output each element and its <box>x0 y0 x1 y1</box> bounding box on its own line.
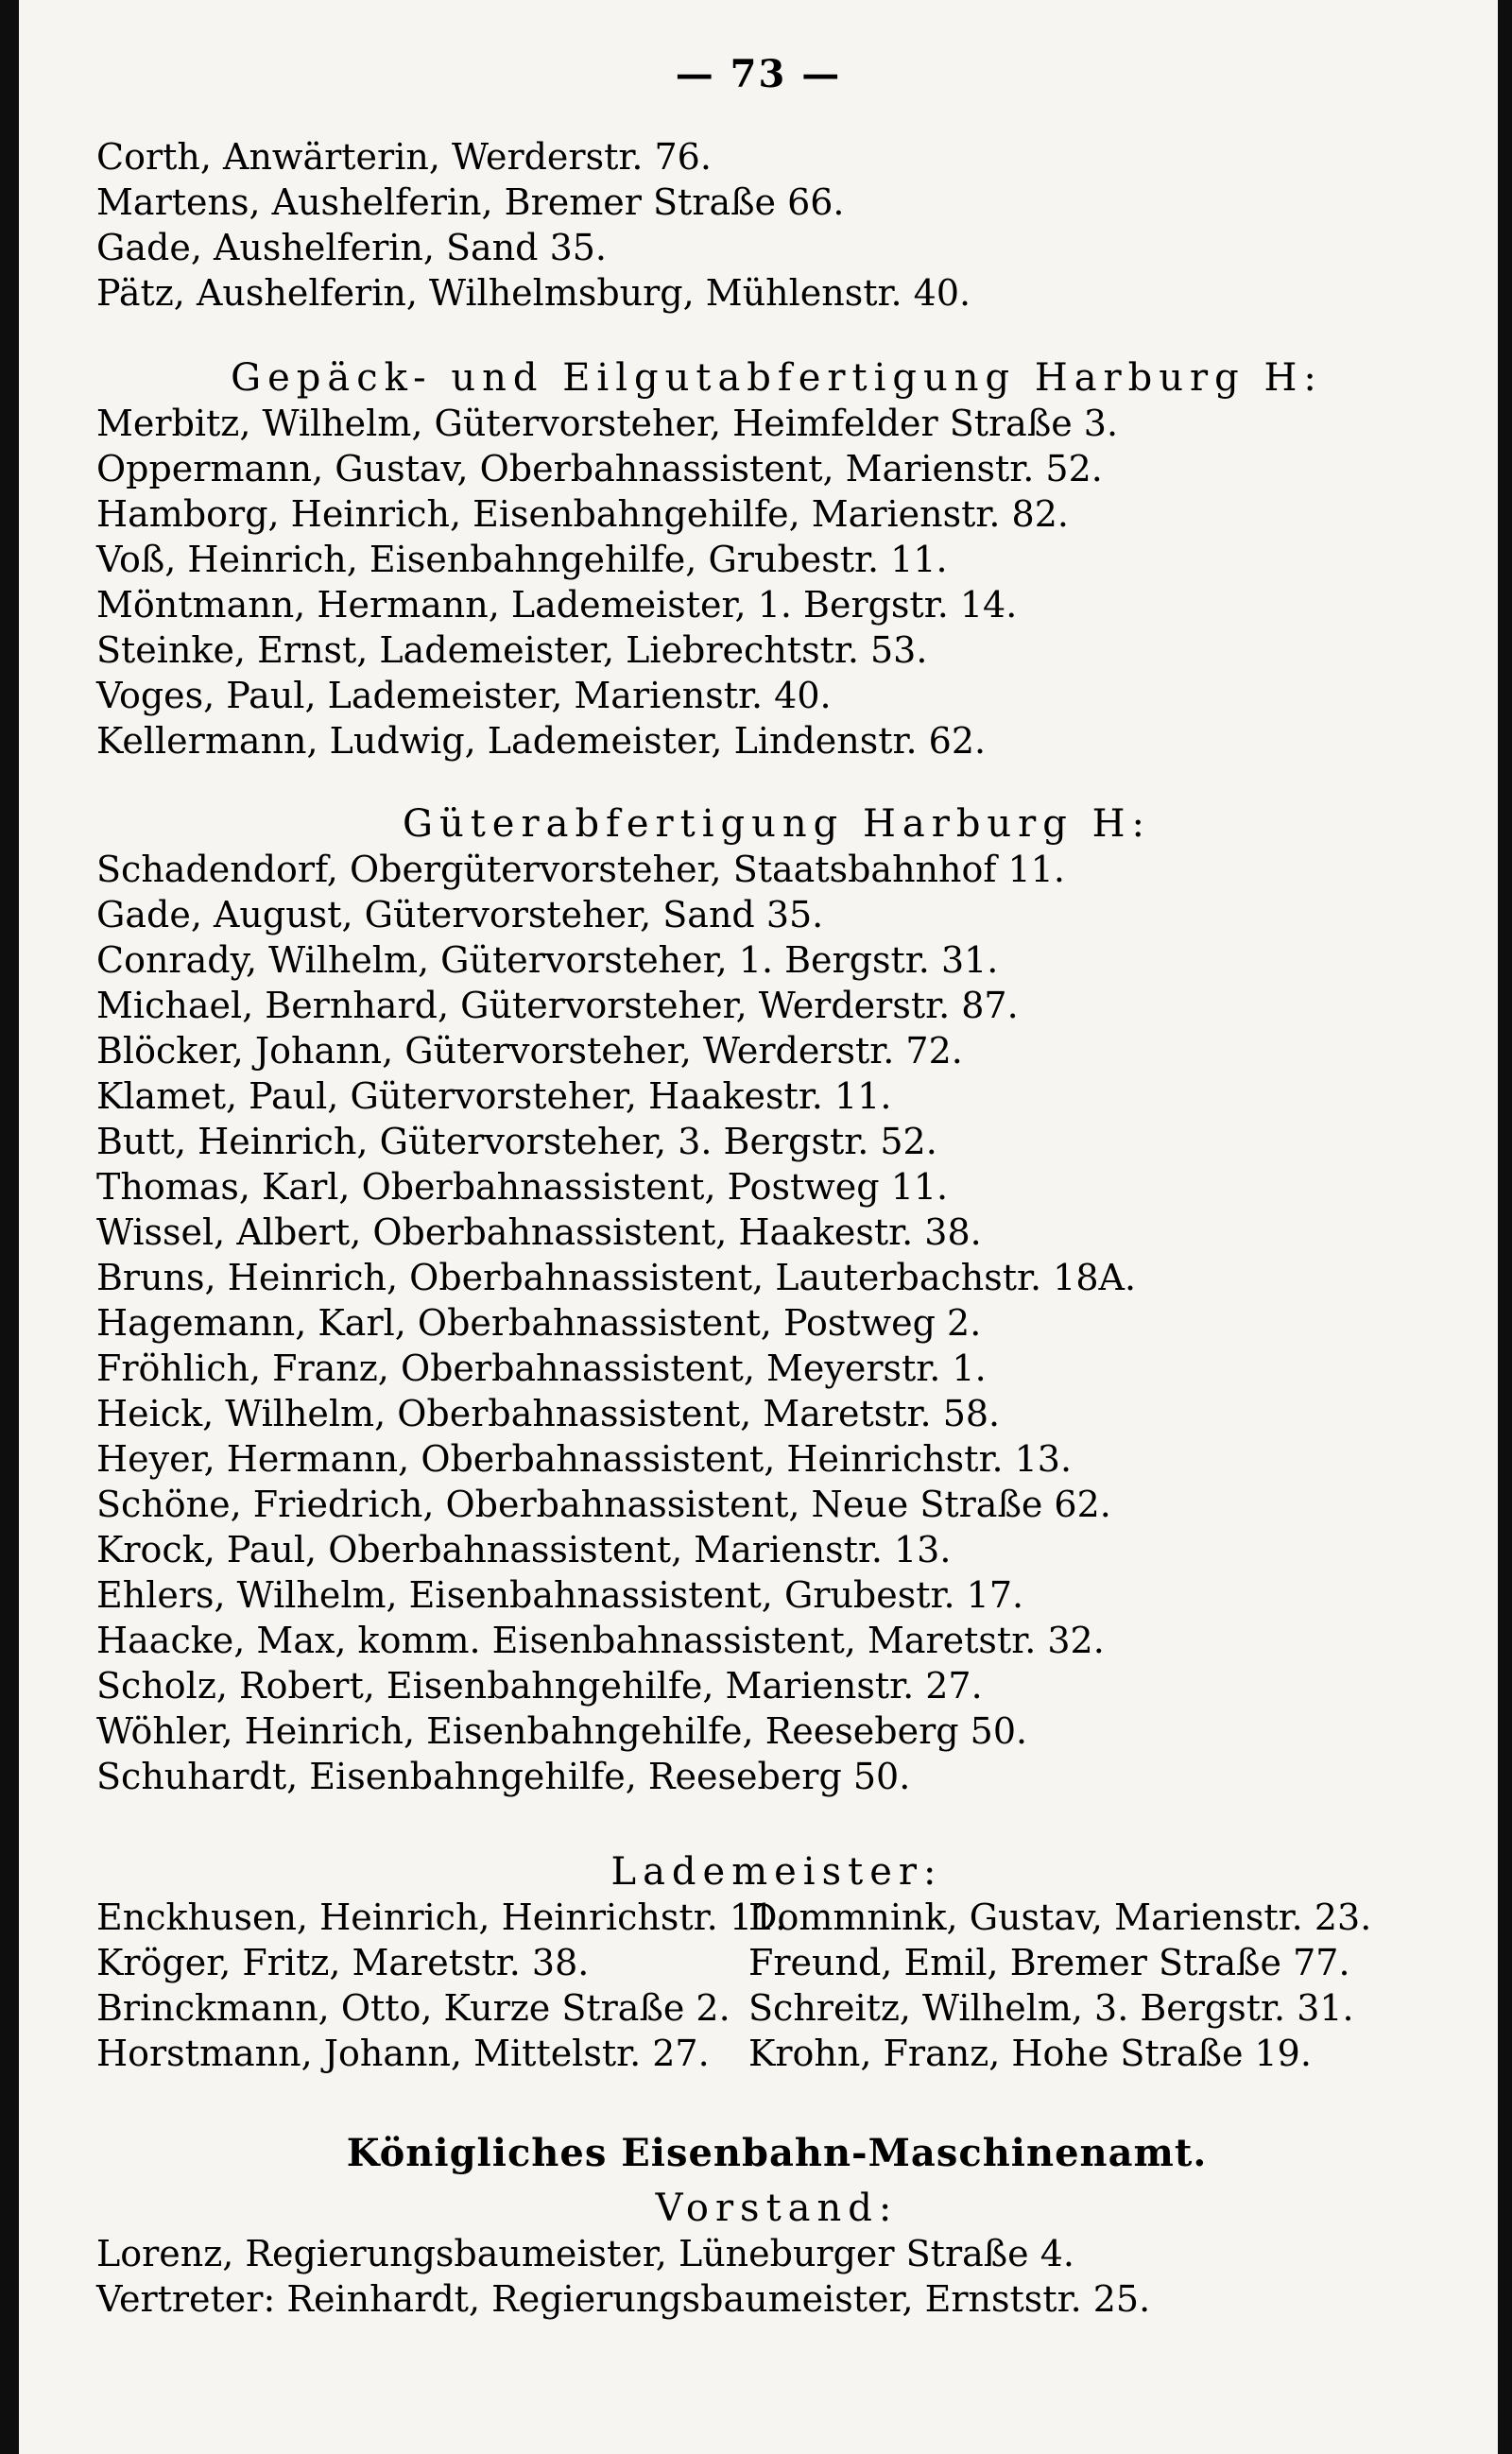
list-item: Brinckmann, Otto, Kurze Straße 2. <box>96 1987 730 2029</box>
section-heading: Güterabfertigung Harburg H: <box>403 802 1151 846</box>
section-gepaeckabfertigung <box>96 355 1457 764</box>
list-item: Wissel, Albert, Oberbahnassistent, Haakestr. 38. <box>96 1211 982 1253</box>
list-item: Vertreter: Reinhardt, Regierungsbaumeister, Ernststr. 25. <box>96 2278 1151 2320</box>
list-item: Fröhlich, Franz, Oberbahnassistent, Meyerstr. 1. <box>96 1347 987 1389</box>
left-column <box>96 1895 787 2076</box>
list-item: Wöhler, Heinrich, Eisenbahngehilfe, Reeseberg 50. <box>96 1710 1028 1752</box>
section-heading: Lademeister: <box>610 1850 943 1894</box>
list-item: Schreitz, Wilhelm, 3. Bergstr. 31. <box>748 1987 1354 2029</box>
list-item: Voges, Paul, Lademeister, Marienstr. 40. <box>96 675 832 716</box>
list-item: Thomas, Karl, Oberbahnassistent, Postweg 11. <box>96 1166 949 1208</box>
list-item: Krohn, Franz, Hohe Straße 19. <box>748 2033 1312 2074</box>
top-entries <box>96 134 1457 316</box>
list-item: Michael, Bernhard, Gütervorsteher, Werderstr. 87. <box>96 985 1019 1026</box>
section-maschinenamt <box>96 2131 1457 2322</box>
list-item: Scholz, Robert, Eisenbahngehilfe, Marienstr. 27. <box>96 1665 983 1707</box>
section-heading: Vorstand: <box>655 2187 899 2230</box>
list-item: Hagemann, Karl, Oberbahnassistent, Postweg 2. <box>96 1302 982 1344</box>
list-item: Conrady, Wilhelm, Gütervorsteher, 1. Bergstr. 31. <box>96 939 999 981</box>
list-item: Blöcker, Johann, Gütervorsteher, Werderstr. 72. <box>96 1030 963 1072</box>
list-item: Kellermann, Ludwig, Lademeister, Lindenstr. 62. <box>96 720 987 762</box>
section-lademeister <box>96 1849 1457 2076</box>
list-item: Dommnink, Gustav, Marienstr. 23. <box>748 1896 1372 1938</box>
list-item: Lorenz, Regierungsbaumeister, Lüneburger Straße 4. <box>96 2233 1074 2274</box>
list-item: Horstmann, Johann, Mittelstr. 27. <box>96 2033 710 2074</box>
page-number: — 73 — <box>675 52 842 96</box>
list-item: Steinke, Ernst, Lademeister, Liebrechtstr. 53. <box>96 629 928 671</box>
list-item: Butt, Heinrich, Gütervorsteher, 3. Bergstr. 52. <box>96 1121 937 1162</box>
list-item: Schöne, Friedrich, Oberbahnassistent, Neue Straße 62. <box>96 1484 1111 1525</box>
list-item: Freund, Emil, Bremer Straße 77. <box>748 1942 1350 1983</box>
two-column-list <box>96 1895 1457 2076</box>
list-item: Gade, Aushelferin, Sand 35. <box>96 227 608 268</box>
paper-sheet <box>19 0 1498 2454</box>
list-item: Ehlers, Wilhelm, Eisenbahnassistent, Grubestr. 17. <box>96 1574 1024 1616</box>
list-item: Oppermann, Gustav, Oberbahnassistent, Marienstr. 52. <box>96 448 1103 489</box>
list-item: Heyer, Hermann, Oberbahnassistent, Heinrichstr. 13. <box>96 1438 1073 1480</box>
list-item: Schuhardt, Eisenbahngehilfe, Reeseberg 50. <box>96 1756 911 1797</box>
right-column <box>748 1895 1400 2076</box>
list-item: Heick, Wilhelm, Oberbahnassistent, Maretstr. 58. <box>96 1393 1001 1434</box>
list-item: Möntmann, Hermann, Lademeister, 1. Bergstr. 14. <box>96 584 1018 626</box>
list-item: Haacke, Max, komm. Eisenbahnassistent, Maretstr. 32. <box>96 1620 1105 1661</box>
section-title: Königliches Eisenbahn-Maschinenamt. <box>346 2131 1208 2175</box>
list-item: Schadendorf, Obergütervorsteher, Staatsbahnhof 11. <box>96 849 1065 890</box>
list-item: Gade, August, Gütervorsteher, Sand 35. <box>96 894 824 935</box>
list-item: Kröger, Fritz, Maretstr. 38. <box>96 1942 590 1983</box>
list-item: Merbitz, Wilhelm, Gütervorsteher, Heimfelder Straße 3. <box>96 403 1119 444</box>
list-item: Martens, Aushelferin, Bremer Straße 66. <box>96 181 845 223</box>
list-item: Hamborg, Heinrich, Eisenbahngehilfe, Marienstr. 82. <box>96 493 1069 535</box>
section-heading: Gepäck- und Eilgutabfertigung Harburg H: <box>231 356 1323 400</box>
section-gueterabfertigung <box>96 801 1457 1799</box>
list-item: Bruns, Heinrich, Oberbahnassistent, Lauterbachstr. 18A. <box>96 1257 1137 1298</box>
list-item: Krock, Paul, Oberbahnassistent, Marienstr. 13. <box>96 1529 952 1570</box>
list-item: Enckhusen, Heinrich, Heinrichstr. 11. <box>96 1896 787 1938</box>
list-item: Corth, Anwärterin, Werderstr. 76. <box>96 136 712 178</box>
list-item: Pätz, Aushelferin, Wilhelmsburg, Mühlenstr. 40. <box>96 272 971 314</box>
list-item: Voß, Heinrich, Eisenbahngehilfe, Grubestr. 11. <box>96 539 948 580</box>
list-item: Klamet, Paul, Gütervorsteher, Haakestr. 11. <box>96 1075 892 1117</box>
